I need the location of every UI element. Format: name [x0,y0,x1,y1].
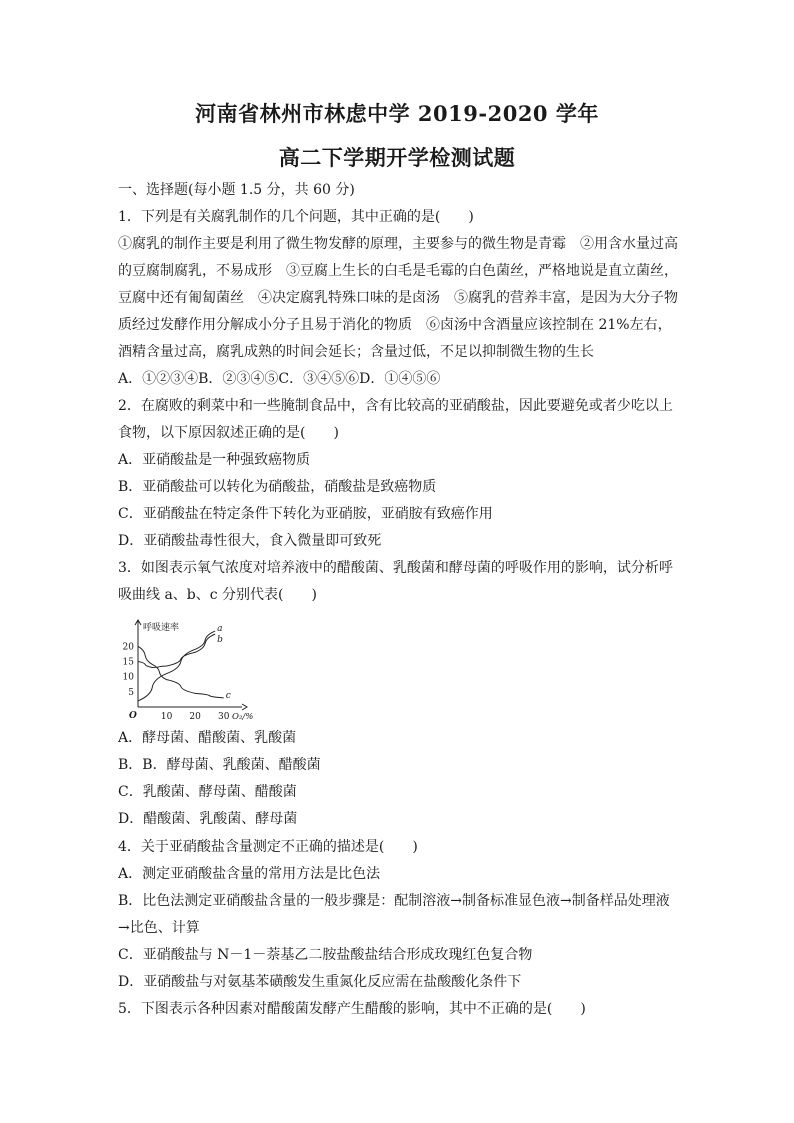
respiration-rate-chart [118,617,254,722]
origin-label: O [129,711,137,721]
section-heading: 一、选择题(每小题 1.5 分，共 60 分) [118,182,355,198]
series-label-c: c [225,690,231,701]
q1-text-line: ①腐乳的制作主要是利用了微生物发酵的原理，主要参与的微生物是青霉 ②用含水量过高 [118,236,678,252]
exam-title-line2: 高二下学期开学检测试题 [278,145,516,170]
q3-stem-line: 3．如图表示氧气浓度对培养液中的醋酸菌、乳酸菌和酵母菌的呼吸作用的影响，试分析呼 [118,560,673,576]
q2-stem-line: 食物，以下原因叙述正确的是( ) [118,425,339,441]
q3-option-d: D．醋酸菌、乳酸菌、酵母菌 [118,811,298,827]
y-axis-label: 呼吸速率 [143,623,180,633]
q2-option-a: A．亚硝酸盐是一种强致癌物质 [118,452,311,468]
q2-option-d: D．亚硝酸盐毒性很大，食入微量即可致死 [118,533,382,549]
q4-option-b: B．比色法测定亚硝酸盐含量的一般步骤是：配制溶液→制备标准显色液→制备样品处理液 [118,893,670,909]
x-tick-label: 30 [217,712,230,722]
x-axis-arrow-icon [242,704,247,710]
y-tick-label: 20 [122,642,134,653]
x-tick-label: 20 [189,712,201,722]
q2-option-b: B．亚硝酸盐可以转化为硝酸盐，硝酸盐是致癌物质 [118,479,437,495]
series-label-a: a [217,624,223,635]
exam-title-line1: 河南省林州市林虑中学 2019-2020 学年 [195,101,599,126]
y-tick-label: 5 [128,687,134,698]
q1-text-line: 酒精含量过高，腐乳成熟的时间会延长；含量过低，不足以抑制微生物的生长 [118,344,594,360]
q1-stem: 1．下列是有关腐乳制作的几个问题，其中正确的是( ) [118,209,474,225]
q3-stem-line: 吸曲线 a、b、c 分别代表( ) [118,587,317,603]
q1-options: A．①②③④B．②③④⑤C．③④⑤⑥D．①④⑤⑥ [118,371,441,387]
x-tick-label: 10 [160,712,173,722]
q3-option-a: A．酵母菌、醋酸菌、乳酸菌 [118,730,297,746]
q4-option-d: D．亚硝酸盐与对氨基苯磺酸发生重氮化反应需在盐酸酸化条件下 [118,974,522,990]
q1-text-line: 质经过发酵作用分解成小分子且易于消化的物质 ⑥卤汤中含酒量应该控制在 21%左右， [118,317,672,333]
y-tick-label: 10 [122,672,134,683]
series-line-a [138,631,215,701]
q4-option-b-continued: →比色、计算 [118,920,200,936]
series-label-b: b [217,635,223,646]
x-axis-label: O₂/% [232,712,254,722]
q4-stem: 4．关于亚硝酸盐含量测定不正确的描述是( ) [118,839,418,855]
y-tick-label: 15 [122,657,134,668]
q1-text-line: 豆腐中还有匍匐菌丝 ④决定腐乳特殊口味的是卤汤 ⑤腐乳的营养丰富，是因为大分子物 [118,290,678,306]
q1-text-line: 的豆腐制腐乳，不易成形 ③豆腐上生长的白毛是毛霉的白色菌丝，严格地说是直立菌丝， [118,263,678,279]
q4-option-c: C．亚硝酸盐与 N－1－萘基乙二胺盐酸盐结合形成玫瑰红色复合物 [118,947,533,963]
q2-stem-line: 2．在腐败的剩菜中和一些腌制食品中，含有比较高的亚硝酸盐，因此要避免或者少吃以上 [118,398,673,414]
q4-option-a: A．测定亚硝酸盐含量的常用方法是比色法 [118,866,381,882]
q3-option-b: B．B．酵母菌、乳酸菌、醋酸菌 [118,757,321,773]
q3-option-c: C．乳酸菌、酵母菌、醋酸菌 [118,784,297,800]
q5-stem: 5．下图表示各种因素对醋酸菌发酵产生醋酸的影响，其中不正确的是( ) [118,1001,586,1017]
q2-option-c: C．亚硝酸盐在特定条件下转化为亚硝胺，亚硝胺有致癌作用 [118,506,493,522]
